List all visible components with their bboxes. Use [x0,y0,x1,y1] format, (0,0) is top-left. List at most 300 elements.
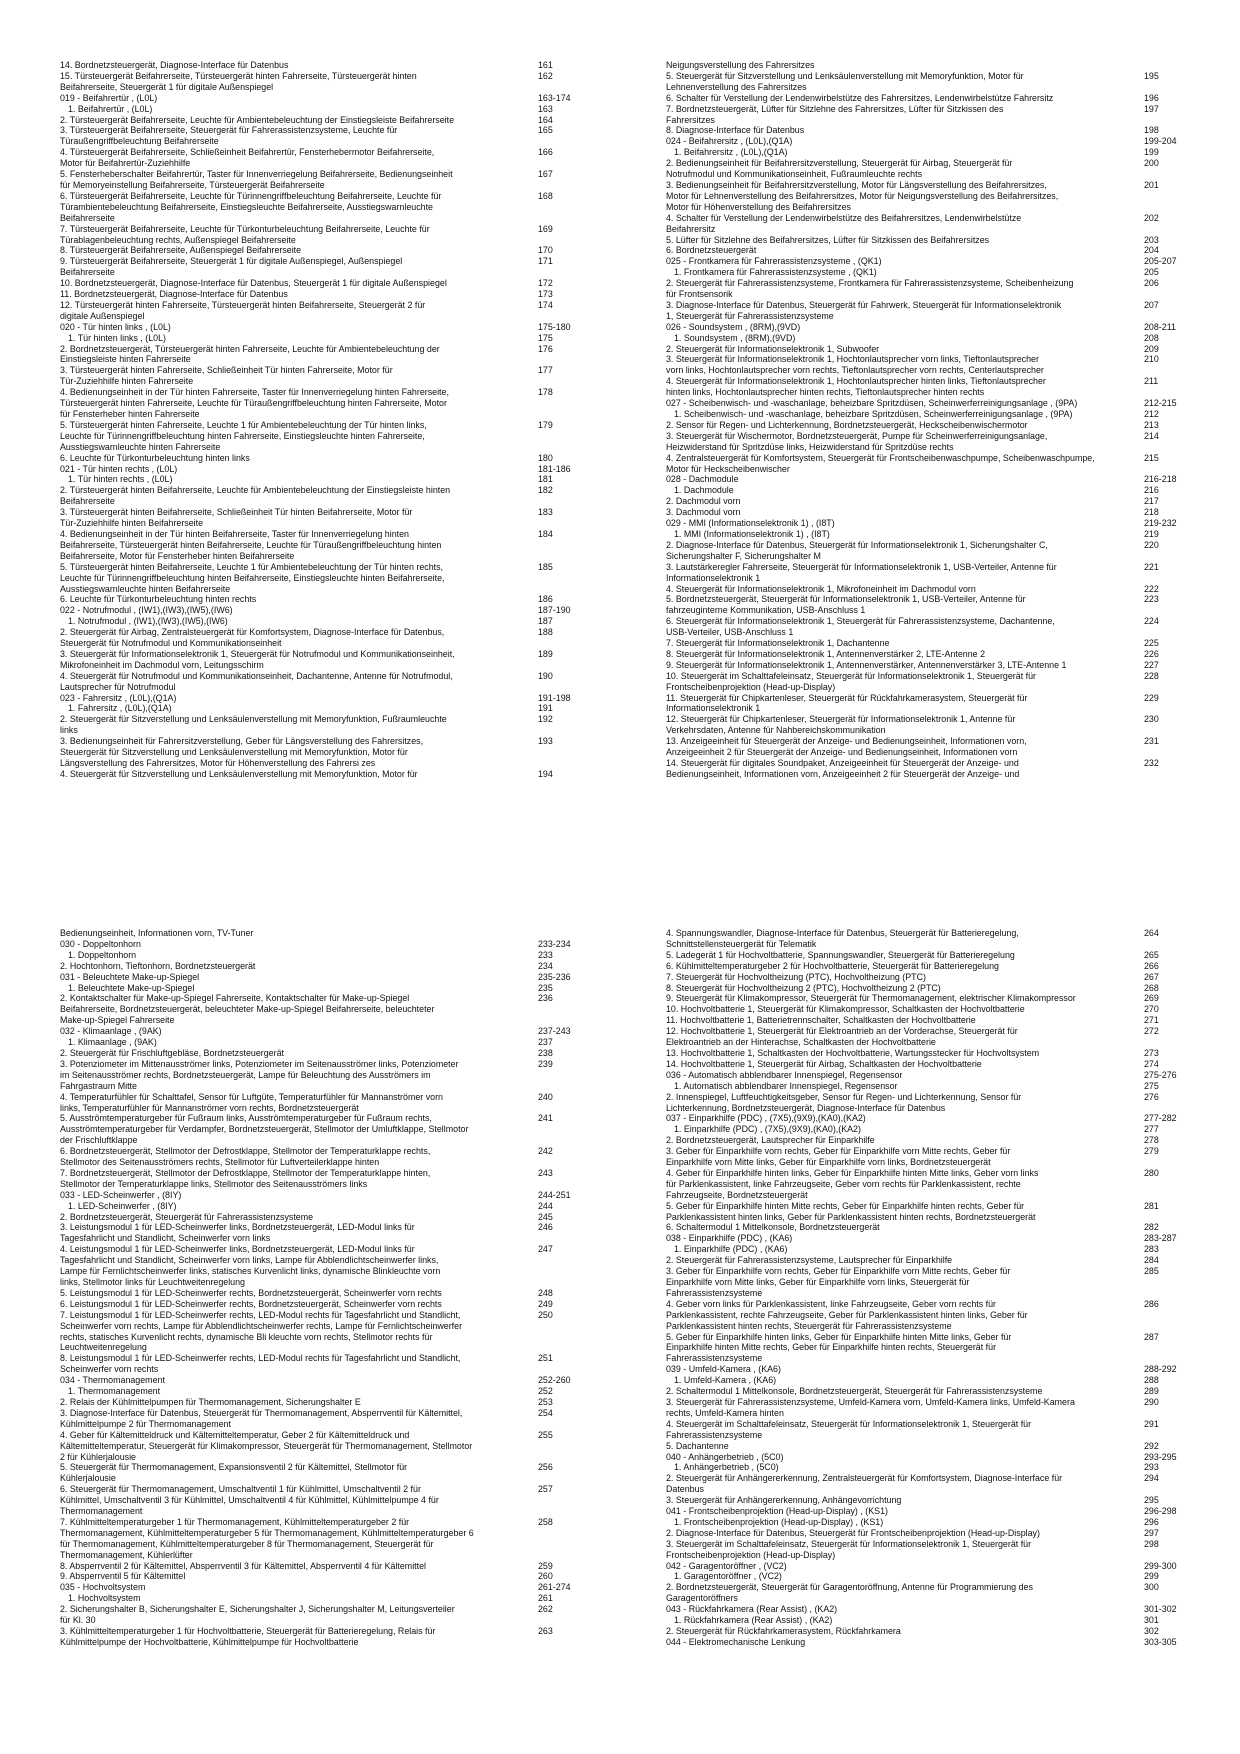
toc-continuation [666,1321,1226,1332]
toc-page-number: 292 [1144,1440,1159,1451]
toc-continuation [666,1190,1226,1201]
toc-page-number: 201 [1144,179,1159,190]
toc-title: 5. Türsteuergerät hinten Beifahrerseite, Leuchte 1 für Ambientebeleuchtung der Tür hinten rechts, [60,561,444,572]
toc-title: Fahrgastraum Mitte [60,1080,137,1091]
toc-continuation [666,82,1226,93]
toc-entry [666,235,1226,246]
toc-title: 026 - Soundsystem , (8RM),(9VD) [666,321,801,332]
toc-entry [666,714,1226,725]
toc-title: 1. Klimaanlage , (9AK) [68,1037,157,1048]
toc-entry [60,1222,620,1233]
toc-entry [666,993,1226,1004]
toc-page-number: 193 [538,736,553,747]
toc-page-number: 262 [538,1604,553,1615]
toc-title: Datenbus [666,1484,704,1495]
toc-page-number: 163 [538,103,553,114]
toc-page-number: 279 [1144,1146,1159,1157]
toc-entry [60,1397,620,1408]
toc-title: 3. Leistungsmodul 1 für LED-Scheinwerfer links, Bordnetzsteuergerät, LED-Modul links für [60,1222,415,1233]
toc-title: Fahrerassistenzsysteme [666,1353,763,1364]
toc-title: 1. Thermomanagement [68,1386,161,1397]
toc-continuation [60,180,620,191]
toc-entry [666,584,1226,595]
toc-title: 6. Bordnetzsteuergerät [666,245,757,256]
toc-entry [666,376,1226,387]
toc-entry [60,387,620,398]
toc-title: 3. Lautstärkeregler Fahrerseite, Steuergerät für Informationselektronik 1, USB-Verteiler, Antenne für [666,561,1057,572]
toc-title: Tür-Zuziehhilfe hinten Beifahrerseite [60,518,204,529]
toc-page-number: 198 [1144,125,1159,136]
toc-page-number: 197 [1144,103,1159,114]
toc-page-number: 231 [1144,736,1159,747]
toc-continuation [60,1342,620,1353]
toc-title: Fahrzeugseite, Bordnetzsteuergerät [666,1189,808,1200]
toc-continuation [60,1550,620,1561]
toc-title: 8. Steuergerät für Hochvoltheizung 2 (PTC), Hochvoltheizung 2 (PTC) [666,982,941,993]
toc-title: Schnittstellensteuergerät für Telematik [666,938,817,949]
toc-title: 3. Steuergerät für Anhängererkennung, Anhängevorrichtung [666,1495,902,1506]
toc-page-number: 285 [1144,1266,1159,1277]
toc-page-number: 199-204 [1144,136,1177,147]
toc-entry [666,1375,1226,1386]
toc-entry [60,1408,620,1419]
toc-title: Kühlerjalousie [60,1473,116,1484]
toc-title: 1, Steuergerät für Fahrerassistenzsysteme [666,310,834,321]
toc-continuation [60,82,620,93]
toc-continuation [60,1528,620,1539]
toc-title: Scheinwerfer vorn rechts [60,1364,159,1375]
toc-entry [60,594,620,605]
toc-continuation [60,1233,620,1244]
toc-entry [60,1604,620,1615]
toc-page-number: 283-287 [1144,1233,1177,1244]
toc-title: 3. Steuergerät im Schalttafeleinsatz, Steuergerät für Informationselektronik 1, Steuergerät für [666,1538,1032,1549]
toc-title: 4. Türsteuergerät Beifahrerseite, Schließeinheit Beifahrertür, Fensterhebermotor Beifahrerseite, [60,147,435,158]
toc-page-number: 297 [1144,1527,1159,1538]
toc-entry [60,71,620,82]
toc-page-number: 211 [1144,376,1159,387]
toc-title: 2. Steuergerät für Anhängererkennung, Zentralsteuergerät für Komfortsystem, Diagnose-Interface für [666,1473,1063,1484]
toc-page-number: 273 [1144,1047,1159,1058]
toc-title: Einparkhilfe vorn Mitte links, Geber für Einparkhilfe vorn links, Steuergerät für [666,1277,970,1287]
toc-entry [666,300,1226,311]
toc-entry [666,529,1226,540]
toc-page-number: 298 [1144,1538,1159,1549]
toc-continuation [666,224,1226,235]
toc-continuation [60,1004,620,1015]
toc-title: 7. Bordnetzsteuergerät, Lüfter für Sitzlehne des Fahrersitzes, Lüfter für Sitzkissen des [666,103,1004,114]
toc-continuation [60,1637,620,1648]
toc-continuation [666,605,1226,616]
toc-entry [666,649,1226,660]
toc-page-number: 264 [1144,928,1159,938]
toc-entry [60,1146,620,1157]
toc-title: 5. Ausströmtemperaturgeber für Fußraum links, Ausströmtemperaturgeber für Fußraum rechts, [60,1113,432,1124]
toc-page-number: 207 [1144,299,1159,310]
toc-title: 036 - Automatisch abblendbarer Innenspiegel, Regensensor [666,1069,903,1080]
toc-page-number: 181-186 [538,463,571,474]
toc-continuation [60,496,620,507]
toc-continuation [60,1070,620,1081]
toc-title: 2. Steuergerät für Airbag, Zentralsteuergerät für Komfortsystem, Diagnose-Interface für Datenbus, [60,627,445,638]
toc-title: für Memoryeinstellung Beifahrerseite, Türsteuergerät Beifahrerseite [60,179,325,190]
toc-entry [666,1419,1226,1430]
toc-title: Parklenkassistent, rechte Fahrzeugseite, Geber für Parklenkassistent hinten links, Geber für [666,1309,1028,1320]
toc-section [666,1561,1226,1572]
toc-title: Elektroantrieb an der Hinterachse, Schaltkasten der Hochvoltbatterie [666,1037,936,1048]
toc-title: 3. Potenziometer im Mittenausströmer links, Potenziometer im Seitenausströmer links, Potenziometer [60,1058,459,1069]
toc-title: 1. Garagentoröffner , (VC2) [674,1571,782,1582]
toc-entry [666,104,1226,115]
toc-title: Make-up-Spiegel Fahrerseite [60,1015,175,1026]
toc-title: 022 - Notrufmodul , (IW1),(IW3),(IW5),(IW6) [60,605,233,616]
toc-title: 12. Steuergerät für Chipkartenleser, Steuergerät für Informationselektronik 1, Antenne für [666,714,1016,725]
toc-entry [60,115,620,126]
toc-page-number: 249 [538,1298,553,1309]
toc-title: 1. Anhängerbetrieb , (5C0) [674,1462,779,1473]
toc-continuation [60,1539,620,1550]
toc-title: 5. Bordnetzsteuergerät, Steuergerät für Informationselektronik 1, USB-Verteiler, Antenne für [666,594,1026,605]
toc-title: Frontscheibenprojektion (Head-up-Display) [666,1549,836,1560]
toc-page-number: 222 [1144,583,1159,594]
toc-title: Thermomanagement [60,1506,143,1517]
toc-title: 8. Diagnose-Interface für Datenbus [666,125,805,136]
toc-title: 4. Schalter für Verstellung der Lendenwirbelstütze des Beifahrersitzes, Lendenwirbelstütze [666,212,1022,223]
toc-page-number: 220 [1144,539,1159,550]
toc-title: 3. Dachmodul vorn [666,507,741,518]
toc-page-number: 234 [538,960,553,971]
toc-title: 1. Beleuchtete Make-up-Spiegel [68,982,195,993]
toc-page-number: 162 [538,70,553,81]
toc-page-number: 253 [538,1396,553,1407]
toc-page-number: 284 [1144,1255,1159,1266]
toc-continuation [60,1124,620,1135]
toc-page-number: 189 [538,648,553,659]
toc-title: 11. Steuergerät für Chipkartenleser, Steuergerät für Rückfahrkamerasystem, Steuergerät für [666,692,1028,703]
toc-title: 2. Relais der Kühlmittelpumpen für Thermomanagement, Sicherungshalter E [60,1396,361,1407]
toc-page-number: 243 [538,1167,553,1178]
toc-page-number: 276 [1144,1091,1159,1102]
toc-entry [666,1255,1226,1266]
toc-title: Scheinwerfer vorn rechts, Lampe für Abblendlichtscheinwerfer rechts, Lampe für Fernlichtscheinwerfer [60,1320,463,1331]
toc-page-number: 245 [538,1211,553,1222]
toc-entry [666,333,1226,344]
toc-entry [60,104,620,115]
toc-page-number: 204 [1144,245,1159,256]
toc-page-number: 257 [538,1484,553,1495]
toc-title: Lichterkennung, Bordnetzsteuergerät, Diagnose-Interface für Datenbus [666,1102,946,1113]
toc-title: Informationselektronik 1 [666,703,761,714]
toc-title: 042 - Garagentoröffner , (VC2) [666,1560,787,1571]
toc-page-number: 242 [538,1146,553,1157]
toc-title: Fahrerassistenzsysteme [666,1429,763,1440]
toc-page-number: 169 [538,223,553,234]
toc-title: 6. Schalter für Verstellung der Lendenwirbelstütze des Fahrersitzes, Lendenwirbelstütze Fahrersitz [666,92,1054,103]
toc-title: 1. Soundsystem , (8RM),(9VD) [674,332,796,343]
toc-entry [666,1124,1226,1135]
toc-page-number: 230 [1144,714,1159,725]
toc-title: 040 - Anhängerbetrieb , (5C0) [666,1451,784,1462]
toc-entry [666,409,1226,420]
toc-title: Informationselektronik 1 [666,572,761,583]
toc-section [60,1582,620,1593]
toc-title: 3. Bedienungseinheit für Fahrersitzverstellung, Geber für Längsverstellung des Fahrersitzes, [60,736,424,747]
toc-title: 10. Hochvoltbatterie 1, Steuergerät für Klimakompressor, Schaltkasten der Hochvoltbatterie [666,1004,1025,1015]
toc-entry [666,1386,1226,1397]
toc-title: 037 - Einparkhilfe (PDC) , (7X5),(9X9),(KA0),(KA2) [666,1113,866,1124]
toc-page-number: 278 [1144,1135,1159,1146]
toc-title: 9. Steuergerät für Klimakompressor, Steuergerät für Thermomanagement, elektrischer Klimakompressor [666,993,1076,1004]
toc-title: Leuchte für Türinnengriffbeleuchtung hinten Fahrerseite, Einstiegsleuchte hinten Fahrerseite, [60,430,425,441]
toc-page-number: 173 [538,289,553,300]
toc-page-number: 283 [1144,1244,1159,1255]
toc-page-number: 238 [538,1047,553,1058]
toc-page-number: 287 [1144,1331,1159,1342]
toc-page-number: 293 [1144,1462,1159,1473]
toc-entry [60,1593,620,1604]
toc-title: 1. Tür hinten rechts , (L0L) [68,474,173,485]
toc-title: 2. Dachmodul vorn [666,496,741,507]
toc-title: Einparkhilfe vorn Mitte links, Geber für Einparkhilfe vorn links, Bordnetzsteuergerät [666,1157,991,1168]
toc-continuation [666,747,1226,758]
toc-continuation [666,703,1226,714]
toc-entry [60,485,620,496]
toc-entry [666,125,1226,136]
toc-section [60,464,620,475]
toc-title: 2. Hochtonhorn, Tieftonhorn, Bordnetzsteuergerät [60,960,256,971]
toc-title: 035 - Hochvoltsystem [60,1582,146,1593]
toc-title: Stellmotor der Temperaturklappe links, Stellmotor des Seitenausströmers links [60,1178,368,1189]
toc-section [60,1026,620,1037]
toc-entry [666,1026,1226,1037]
toc-title: 2. Diagnose-Interface für Datenbus, Steuergerät für Informationselektronik 1, Sicherungshalter C, [666,539,1048,550]
toc-continuation [666,627,1226,638]
toc-title: 2. Steuergerät für Rückfahrkamerasystem, Rückfahrkamera [666,1626,901,1636]
toc-entry [60,224,620,235]
toc-page-number: 293-295 [1144,1451,1177,1462]
toc-continuation [60,1441,620,1452]
toc-title: 019 - Beifahrertür , (L0L) [60,92,158,103]
toc-page-number: 181 [538,474,553,485]
toc-page-number: 228 [1144,670,1159,681]
toc-title: Fahrersitzes [666,114,715,125]
toc-entry [666,1201,1226,1212]
toc-title: Mikrofoneinheit im Dachmodul vorn, Leitungsschirm [60,659,264,670]
toc-page-number: 288-292 [1144,1364,1177,1375]
toc-page-number: 192 [538,714,553,725]
toc-title: der Frischluftklappe [60,1135,138,1146]
toc-title: 12. Türsteuergerät hinten Fahrerseite, Türsteuergerät hinten Beifahrerseite, Steuergerät 2 für [60,299,426,310]
toc-page-number: 224 [1144,616,1159,627]
toc-title: 1. Umfeld-Kamera , (KA6) [674,1375,777,1386]
toc-title: Bedienungseinheit, Informationen vorn, Anzeigeeinheit 2 für Steuergerät der Anzeige- und [666,768,1020,779]
toc-title: 1. Fahrersitz , (L0L),(Q1A) [68,703,172,714]
toc-title: 1. Notrufmodul , (IW1),(IW3),(IW5),(IW6) [68,616,228,627]
toc-continuation [60,584,620,595]
toc-title: Ausstiegswarnleuchte hinten Beifahrerseite [60,583,231,594]
toc-title: 2. Steuergerät für Sitzverstellung und Lenksäulenverstellung mit Memoryfunktion, Fußraumleuchte [60,714,447,725]
toc-title: 8. Leistungsmodul 1 für LED-Scheinwerfer rechts, LED-Modul rechts für Tagesfahrlicht und Standlicht, [60,1353,461,1364]
toc-section [666,474,1226,485]
toc-title: 2. Innenspiegel, Luftfeuchtigkeitsgeber, Sensor für Regen- und Lichterkennung, Sensor für [666,1091,1022,1102]
toc-title: 2. Steuergerät für Informationselektronik 1, Subwoofer [666,343,880,354]
toc-title: 039 - Umfeld-Kamera , (KA6) [666,1364,781,1375]
toc-page-number: 217 [1144,496,1159,507]
toc-page-number: 237-243 [538,1026,571,1037]
toc-page-number: 186 [538,594,553,605]
toc-page-number: 171 [538,256,553,267]
toc-entry [60,245,620,256]
toc-page-number: 177 [538,365,553,376]
toc-entry [666,354,1226,365]
toc-entry [666,638,1226,649]
toc-continuation [60,1015,620,1026]
toc-title: 6. Steuergerät für Informationselektronik 1, Steuergerät für Fahrerassistenzsysteme, Dachantenne, [666,616,1055,627]
toc-title: Lautsprecher für Notrufmodul [60,681,176,692]
toc-page-number: 187 [538,616,553,627]
toc-continuation [666,464,1226,475]
toc-entry [60,1462,620,1473]
toc-entry [60,289,620,300]
toc-page-number: 289 [1144,1386,1159,1397]
toc-entry [666,278,1226,289]
toc-title: Kältemitteltemperatur, Steuergerät für Klimakompressor, Steuergerät für Thermomanagement, Stellmotor [60,1440,473,1451]
toc-title: Heizwiderstand für Spritzdüse links, Heizwiderstand für Spritzdüse rechts [666,441,954,452]
toc-entry [60,1430,620,1441]
toc-title: 14. Hochvoltbatterie 1, Steuergerät für Airbag, Schaltkasten der Hochvoltbatterie [666,1058,982,1069]
toc-title: 7. Bordnetzsteuergerät, Stellmotor der Defrostklappe, Stellmotor der Temperaturklappe hinten, [60,1167,431,1178]
toc-title: 1. Frontscheibenprojektion (Head-up-Display) , (KS1) [674,1516,884,1527]
toc-page-number: 215 [1144,452,1159,463]
toc-entry [666,93,1226,104]
toc-title: 3. Diagnose-Interface für Datenbus, Steuergerät für Fahrwerk, Steuergerät für Informationselektronik [666,299,1062,310]
toc-title: 6. Leuchte für Türkonturbeleuchtung hinten links [60,452,250,463]
toc-entry [666,1462,1226,1473]
toc-entry [666,1528,1226,1539]
toc-continuation [60,409,620,420]
toc-title: Kühlmittelpumpe 2 für Thermomanagement [60,1418,232,1429]
toc-title: 2. Bordnetzsteuergerät, Steuergerät für Garagentoröffnung, Antenne für Programmierung des [666,1582,1033,1593]
toc-page-number: 277 [1144,1124,1159,1135]
toc-entry [666,158,1226,169]
toc-page-number: 268 [1144,982,1159,993]
toc-title: 5. Türsteuergerät hinten Fahrerseite, Leuchte 1 für Ambientebeleuchtung der Tür hinten links, [60,419,427,430]
toc-page-number: 295 [1144,1495,1159,1506]
toc-title: Thermomanagement, Kühlmitteltemperaturgeber 5 für Thermomanagement, Kühlmitteltemperaturgeber 6 [60,1527,474,1538]
toc-page-number: 161 [538,60,553,70]
toc-continuation [666,1179,1226,1190]
toc-title: 6. Schaltermodul 1 Mittelkonsole, Bordnetzsteuergerät [666,1222,880,1233]
toc-page-number: 237 [538,1037,553,1048]
toc-continuation [666,573,1226,584]
toc-continuation [666,682,1226,693]
toc-continuation [60,354,620,365]
toc-title: 6. Steuergerät für Thermomanagement, Umschaltventil 1 für Kühlmittel, Umschaltventil 2 für [60,1484,421,1495]
toc-title: 025 - Frontkamera für Fahrerassistenzsysteme , (QK1) [666,256,882,267]
toc-title: 6. Bordnetzsteuergerät, Stellmotor der Defrostklappe, Stellmotor der Temperaturklappe rechts, [60,1146,431,1157]
toc-continuation [666,1430,1226,1441]
toc-title: Beifahrerseite, Bordnetzsteuergerät, beleuchteter Make-up-Spiegel Beifahrerseite, beleuchteter [60,1004,435,1015]
toc-entry [60,1353,620,1364]
toc-page-number: 241 [538,1113,553,1124]
toc-title: Parklenkassistent hinten links, Geber für Parklenkassistent hinten rechts, Bordnetzsteuergerät [666,1211,1036,1222]
toc-continuation [60,1255,620,1266]
toc-page-number: 187-190 [538,605,571,616]
toc-section [60,322,620,333]
toc-continuation [60,1277,620,1288]
toc-page-number: 180 [538,452,553,463]
toc-continuation [60,267,620,278]
toc-continuation [60,202,620,213]
toc-page-number: 299 [1144,1571,1159,1582]
toc-continuation [666,1310,1226,1321]
toc-title: 1. Automatisch abblendbarer Innenspiegel, Regensensor [674,1080,898,1091]
toc-page-number: 263 [538,1626,553,1636]
toc-title: 5. Lüfter für Sitzlehne des Beifahrersitzes, Lüfter für Sitzkissen des Beifahrersitzes [666,234,990,245]
toc-continuation [60,1615,620,1626]
toc-entry [60,365,620,376]
toc-title: 4. Bedienungseinheit in der Tür hinten Beifahrerseite, Taster für Innenverriegelung hinten [60,528,409,539]
toc-title: 021 - Tür hinten rechts , (L0L) [60,463,178,474]
toc-continuation [60,1321,620,1332]
toc-title: 4. Steuergerät für Informationselektronik 1, Hochtonlautsprecher hinten links, Tieftonlautsprecher [666,376,1046,387]
toc-page-number: 235 [538,982,553,993]
toc-section [666,1070,1226,1081]
toc-entry [60,420,620,431]
toc-section [60,93,620,104]
toc-continuation [666,1037,1226,1048]
toc-page-number: 259 [538,1560,553,1571]
toc-title: 11. Bordnetzsteuergerät, Diagnose-Interface für Datenbus [60,289,288,300]
toc-title: 1. Einparkhilfe (PDC) , (7X5),(9X9),(KA0),(KA2) [674,1124,861,1135]
toc-entry [666,71,1226,82]
toc-page-number: 291 [1144,1418,1159,1429]
toc-title: Türsteuergerät hinten Fahrerseite, Leuchte für Türaußengriffbeleuchtung hinten Fahrerseite, Motor [60,398,447,409]
toc-title: 020 - Tür hinten links , (L0L) [60,321,171,332]
toc-entry [60,671,620,682]
toc-entry [666,1539,1226,1550]
toc-entry [666,1244,1226,1255]
toc-entry [666,983,1226,994]
toc-page-number: 240 [538,1091,553,1102]
toc-entry [666,1048,1226,1059]
toc-title: 4. Geber für Kältemitteldruck und Kältemitteltemperatur, Geber 2 für Kältemitteldruck und [60,1429,410,1440]
toc-continuation [60,213,620,224]
toc-entry [60,616,620,627]
toc-entry [666,693,1226,704]
toc-title: 1. LED-Scheinwerfer , (8IY) [68,1200,177,1211]
toc-entry [60,1048,620,1059]
toc-continuation [666,1288,1226,1299]
page1-right-column [666,60,1226,780]
toc-continuation [666,1157,1226,1168]
toc-page-number: 271 [1144,1015,1159,1026]
toc-entry [60,714,620,725]
toc-continuation [666,115,1226,126]
toc-continuation [60,158,620,169]
toc-title: 2. Kontaktschalter für Make-up-Spiegel Fahrerseite, Kontaktschalter für Make-up-Spiegel [60,993,410,1004]
toc-title: für Parklenkassistent, linke Fahrzeugseite, Geber vorn rechts für Parklenkassistent, rechte [666,1178,1021,1189]
toc-title: 031 - Beleuchtete Make-up-Spiegel [60,971,200,982]
toc-entry [666,594,1226,605]
toc-page-number: 227 [1144,659,1159,670]
toc-title: Stellmotor des Seitenausströmers rechts, Stellmotor für Luftverteilerklappe hinten [60,1157,380,1168]
toc-section [60,605,620,616]
toc-entry [666,344,1226,355]
toc-section [666,518,1226,529]
toc-entry [60,191,620,202]
toc-title: 1. Beifahrersitz , (L0L),(Q1A) [674,147,788,158]
